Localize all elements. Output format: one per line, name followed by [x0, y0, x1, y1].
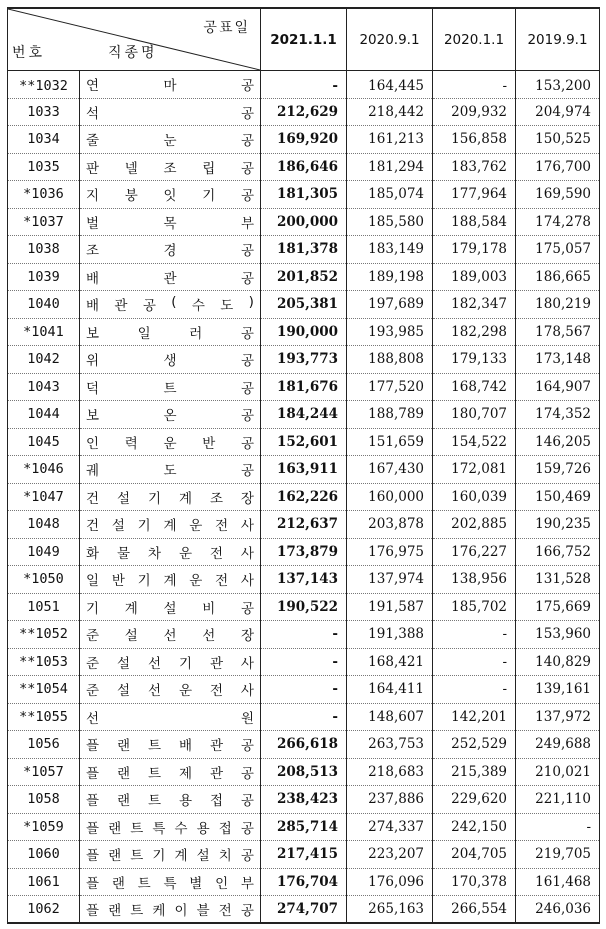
job-name: 보 일 러 공	[86, 325, 254, 342]
job-name-cell	[80, 71, 261, 99]
wage-value: 184,244	[261, 401, 347, 429]
wage-value: 138,956	[433, 566, 516, 594]
table-row	[8, 126, 600, 154]
wage-value: 183,762	[433, 153, 516, 181]
table-row	[8, 896, 600, 924]
wage-value: 166,752	[516, 538, 600, 566]
wage-value: 164,445	[347, 71, 433, 99]
job-name: 화 물 차 운 전 사	[86, 545, 254, 562]
job-name: 준 설 선 기 관 사	[86, 655, 254, 672]
wage-value: 274,337	[347, 813, 433, 841]
wage-table	[7, 7, 600, 924]
wage-value: 249,688	[516, 731, 600, 759]
job-number: 1051	[8, 593, 80, 621]
wage-value: 159,726	[516, 456, 600, 484]
job-name-cell	[80, 758, 261, 786]
wage-value: 172,081	[433, 456, 516, 484]
job-name: 준 설 선 선 장	[86, 628, 254, 645]
table-row	[8, 263, 600, 291]
wage-value: 163,911	[261, 456, 347, 484]
job-name-cell	[80, 813, 261, 841]
wage-value: 180,219	[516, 291, 600, 319]
wage-value: 169,590	[516, 181, 600, 209]
wage-value: 215,389	[433, 758, 516, 786]
job-name: 배 관 공 ( 수 도 )	[86, 294, 254, 315]
column-header: 2020.1.1	[433, 8, 516, 71]
job-number: **1054	[8, 676, 80, 704]
job-name: 벌 목 부	[86, 215, 254, 232]
diagonal-header-cell	[8, 8, 261, 71]
job-name-cell	[80, 786, 261, 814]
table-row	[8, 813, 600, 841]
wage-value: 191,388	[347, 621, 433, 649]
job-number: 1060	[8, 841, 80, 869]
wage-value: 223,207	[347, 841, 433, 869]
wage-value: 205,381	[261, 291, 347, 319]
wage-value: 266,554	[433, 896, 516, 924]
job-name-cell	[80, 868, 261, 896]
wage-value: 181,676	[261, 373, 347, 401]
wage-value: 246,036	[516, 896, 600, 924]
wage-value: 148,607	[347, 703, 433, 731]
wage-value: 160,000	[347, 483, 433, 511]
wage-value: 137,143	[261, 566, 347, 594]
job-number: *1050	[8, 566, 80, 594]
wage-value: 156,858	[433, 126, 516, 154]
table-row	[8, 428, 600, 456]
job-name-cell	[80, 98, 261, 126]
job-name-cell	[80, 731, 261, 759]
job-name: 인 력 운 반 공	[86, 435, 254, 452]
wage-value: -	[433, 648, 516, 676]
wage-value: 176,704	[261, 868, 347, 896]
job-name-cell	[80, 621, 261, 649]
job-number: 1040	[8, 291, 80, 319]
wage-value: 188,789	[347, 401, 433, 429]
wage-value: -	[433, 71, 516, 99]
header-row	[8, 8, 600, 71]
job-name-cell	[80, 566, 261, 594]
job-name-cell	[80, 263, 261, 291]
wage-value: 139,161	[516, 676, 600, 704]
job-name: 조 경 공	[86, 243, 254, 260]
wage-value: 180,707	[433, 401, 516, 429]
wage-value: 173,879	[261, 538, 347, 566]
wage-value: 182,347	[433, 291, 516, 319]
wage-value: 161,468	[516, 868, 600, 896]
job-number: **1032	[8, 71, 80, 99]
job-number: 1034	[8, 126, 80, 154]
wage-value: 263,753	[347, 731, 433, 759]
job-number: *1041	[8, 318, 80, 346]
wage-value: 151,659	[347, 428, 433, 456]
job-name: 궤 도 공	[86, 463, 254, 480]
date-label: 공표일	[203, 20, 250, 36]
wage-value: 190,522	[261, 593, 347, 621]
column-header: 2019.9.1	[516, 8, 600, 71]
job-name-cell	[80, 456, 261, 484]
wage-value: 160,039	[433, 483, 516, 511]
job-label: 직종명	[108, 45, 158, 61]
wage-value: -	[261, 71, 347, 99]
wage-value: 252,529	[433, 731, 516, 759]
wage-value: 177,964	[433, 181, 516, 209]
wage-value: -	[261, 648, 347, 676]
table-row	[8, 566, 600, 594]
job-number: 1043	[8, 373, 80, 401]
wage-value: 167,430	[347, 456, 433, 484]
wage-value: 193,985	[347, 318, 433, 346]
job-name: 건 설 기 계 조 장	[86, 490, 254, 507]
job-number: 1042	[8, 346, 80, 374]
job-name: 선 원	[86, 710, 254, 727]
job-name: 건 설 기 계 운 전 사	[86, 518, 254, 535]
job-name: 배 관 공	[86, 270, 254, 287]
wage-value: 181,378	[261, 236, 347, 264]
job-number: 1056	[8, 731, 80, 759]
wage-value: 185,702	[433, 593, 516, 621]
job-number: *1036	[8, 181, 80, 209]
job-name: 줄 눈 공	[86, 133, 254, 150]
wage-value: 164,411	[347, 676, 433, 704]
job-name: 플 랜 트 특 별 인 부	[86, 875, 254, 892]
wage-value: 274,707	[261, 896, 347, 924]
job-name-cell	[80, 538, 261, 566]
job-number: **1055	[8, 703, 80, 731]
wage-value: 210,021	[516, 758, 600, 786]
wage-value: 193,773	[261, 346, 347, 374]
job-number: *1037	[8, 208, 80, 236]
wage-value: 221,110	[516, 786, 600, 814]
wage-value: 154,522	[433, 428, 516, 456]
wage-value: 170,378	[433, 868, 516, 896]
wage-value: 152,601	[261, 428, 347, 456]
wage-value: 175,057	[516, 236, 600, 264]
job-name-cell	[80, 483, 261, 511]
wage-value: 203,878	[347, 511, 433, 539]
table-row	[8, 621, 600, 649]
wage-value: 137,974	[347, 566, 433, 594]
job-name-cell	[80, 346, 261, 374]
table-row	[8, 71, 600, 99]
wage-value: 177,520	[347, 373, 433, 401]
wage-value: 238,423	[261, 786, 347, 814]
wage-value: 173,148	[516, 346, 600, 374]
wage-value: 137,972	[516, 703, 600, 731]
job-number: 1039	[8, 263, 80, 291]
wage-value: 169,920	[261, 126, 347, 154]
job-name-cell	[80, 841, 261, 869]
table-row	[8, 676, 600, 704]
wage-value: 188,808	[347, 346, 433, 374]
wage-value: 285,714	[261, 813, 347, 841]
column-header: 2020.9.1	[347, 8, 433, 71]
wage-value: 179,178	[433, 236, 516, 264]
table-row	[8, 593, 600, 621]
wage-value: 140,829	[516, 648, 600, 676]
wage-value: 201,852	[261, 263, 347, 291]
wage-value: 150,525	[516, 126, 600, 154]
wage-value: 182,298	[433, 318, 516, 346]
wage-value: 174,352	[516, 401, 600, 429]
wage-value: 200,000	[261, 208, 347, 236]
job-name-cell	[80, 318, 261, 346]
wage-value: 131,528	[516, 566, 600, 594]
wage-value: 202,885	[433, 511, 516, 539]
wage-value: -	[516, 813, 600, 841]
job-name-cell	[80, 676, 261, 704]
wage-value: 183,149	[347, 236, 433, 264]
wage-value: 176,975	[347, 538, 433, 566]
wage-value: 176,227	[433, 538, 516, 566]
job-name-cell	[80, 703, 261, 731]
wage-value: 153,960	[516, 621, 600, 649]
job-number: 1061	[8, 868, 80, 896]
wage-value: 190,000	[261, 318, 347, 346]
job-name: 플 랜 트 기 계 설 치 공	[86, 848, 254, 865]
wage-value: 146,205	[516, 428, 600, 456]
job-number: *1057	[8, 758, 80, 786]
job-name: 플 랜 트 용 접 공	[86, 793, 254, 810]
wage-value: 142,201	[433, 703, 516, 731]
wage-value: 208,513	[261, 758, 347, 786]
job-number: 1058	[8, 786, 80, 814]
wage-value: 161,213	[347, 126, 433, 154]
table-row	[8, 648, 600, 676]
job-name-cell	[80, 208, 261, 236]
wage-value: -	[433, 676, 516, 704]
table-row	[8, 538, 600, 566]
table-row	[8, 731, 600, 759]
wage-value: 212,637	[261, 511, 347, 539]
wage-value: 181,305	[261, 181, 347, 209]
job-name-cell	[80, 648, 261, 676]
wage-table-container	[7, 7, 599, 924]
wage-value: 176,700	[516, 153, 600, 181]
job-name-cell	[80, 153, 261, 181]
job-number: 1062	[8, 896, 80, 924]
job-name: 플 랜 트 제 관 공	[86, 765, 254, 782]
job-number: *1047	[8, 483, 80, 511]
wage-value: 266,618	[261, 731, 347, 759]
table-row	[8, 318, 600, 346]
wage-value: -	[261, 703, 347, 731]
job-name-cell	[80, 181, 261, 209]
job-name-cell	[80, 896, 261, 924]
job-name: 준 설 선 운 전 사	[86, 683, 254, 700]
wage-value: 190,235	[516, 511, 600, 539]
wage-value: 217,415	[261, 841, 347, 869]
wage-value: 185,580	[347, 208, 433, 236]
wage-value: 176,096	[347, 868, 433, 896]
job-number: **1053	[8, 648, 80, 676]
job-number: 1048	[8, 511, 80, 539]
table-row	[8, 373, 600, 401]
table-row	[8, 703, 600, 731]
job-name-cell	[80, 291, 261, 319]
job-name: 석 공	[86, 105, 254, 122]
job-name: 판 넬 조 립 공	[86, 160, 254, 177]
table-row	[8, 153, 600, 181]
wage-value: 188,584	[433, 208, 516, 236]
wage-value: 242,150	[433, 813, 516, 841]
wage-value: 237,886	[347, 786, 433, 814]
wage-value: 218,683	[347, 758, 433, 786]
wage-value: 218,442	[347, 98, 433, 126]
job-name: 연 마 공	[86, 78, 254, 95]
wage-value: -	[261, 621, 347, 649]
wage-value: 197,689	[347, 291, 433, 319]
column-header: 2021.1.1	[261, 8, 347, 71]
wage-value: 153,200	[516, 71, 600, 99]
wage-value: 162,226	[261, 483, 347, 511]
job-number: 1035	[8, 153, 80, 181]
job-name-cell	[80, 373, 261, 401]
wage-value: 179,133	[433, 346, 516, 374]
job-name: 기 계 설 비 공	[86, 600, 254, 617]
job-name: 플 랜 트 배 관 공	[86, 738, 254, 755]
job-number: 1045	[8, 428, 80, 456]
wage-value: 168,421	[347, 648, 433, 676]
wage-value: 164,907	[516, 373, 600, 401]
wage-value: -	[261, 676, 347, 704]
table-row	[8, 868, 600, 896]
wage-value: -	[433, 621, 516, 649]
table-body	[8, 71, 600, 924]
table-row	[8, 291, 600, 319]
job-number: **1052	[8, 621, 80, 649]
wage-value: 174,278	[516, 208, 600, 236]
job-name-cell	[80, 428, 261, 456]
job-name-cell	[80, 236, 261, 264]
wage-value: 219,705	[516, 841, 600, 869]
job-name: 덕 트 공	[86, 380, 254, 397]
job-name: 지 붕 잇 기 공	[86, 188, 254, 205]
wage-value: 178,567	[516, 318, 600, 346]
wage-value: 186,646	[261, 153, 347, 181]
table-row	[8, 841, 600, 869]
table-row	[8, 181, 600, 209]
number-label: 번호	[12, 45, 46, 61]
job-number: 1033	[8, 98, 80, 126]
table-row	[8, 786, 600, 814]
table-row	[8, 346, 600, 374]
wage-value: 150,469	[516, 483, 600, 511]
job-number: *1046	[8, 456, 80, 484]
job-number: 1038	[8, 236, 80, 264]
wage-value: 181,294	[347, 153, 433, 181]
table-row	[8, 758, 600, 786]
wage-value: 186,665	[516, 263, 600, 291]
wage-value: 204,974	[516, 98, 600, 126]
wage-value: 204,705	[433, 841, 516, 869]
job-name: 일 반 기 계 운 전 사	[86, 573, 254, 590]
wage-value: 191,587	[347, 593, 433, 621]
wage-value: 168,742	[433, 373, 516, 401]
wage-value: 189,003	[433, 263, 516, 291]
job-name-cell	[80, 511, 261, 539]
wage-value: 185,074	[347, 181, 433, 209]
wage-value: 209,932	[433, 98, 516, 126]
job-name: 플 랜 트 특 수 용 접 공	[86, 820, 254, 837]
job-name-cell	[80, 593, 261, 621]
wage-value: 189,198	[347, 263, 433, 291]
job-number: 1044	[8, 401, 80, 429]
job-name-cell	[80, 126, 261, 154]
job-name: 위 생 공	[86, 353, 254, 370]
wage-value: 212,629	[261, 98, 347, 126]
job-name: 보 온 공	[86, 408, 254, 425]
wage-value: 229,620	[433, 786, 516, 814]
job-number: 1049	[8, 538, 80, 566]
job-name: 플 랜 트 케 이 블 전 공	[86, 903, 254, 919]
table-row	[8, 483, 600, 511]
table-row	[8, 98, 600, 126]
table-row	[8, 208, 600, 236]
table-row	[8, 401, 600, 429]
table-row	[8, 456, 600, 484]
job-name-cell	[80, 401, 261, 429]
wage-value: 175,669	[516, 593, 600, 621]
table-row	[8, 511, 600, 539]
table-row	[8, 236, 600, 264]
job-number: *1059	[8, 813, 80, 841]
wage-value: 265,163	[347, 896, 433, 924]
